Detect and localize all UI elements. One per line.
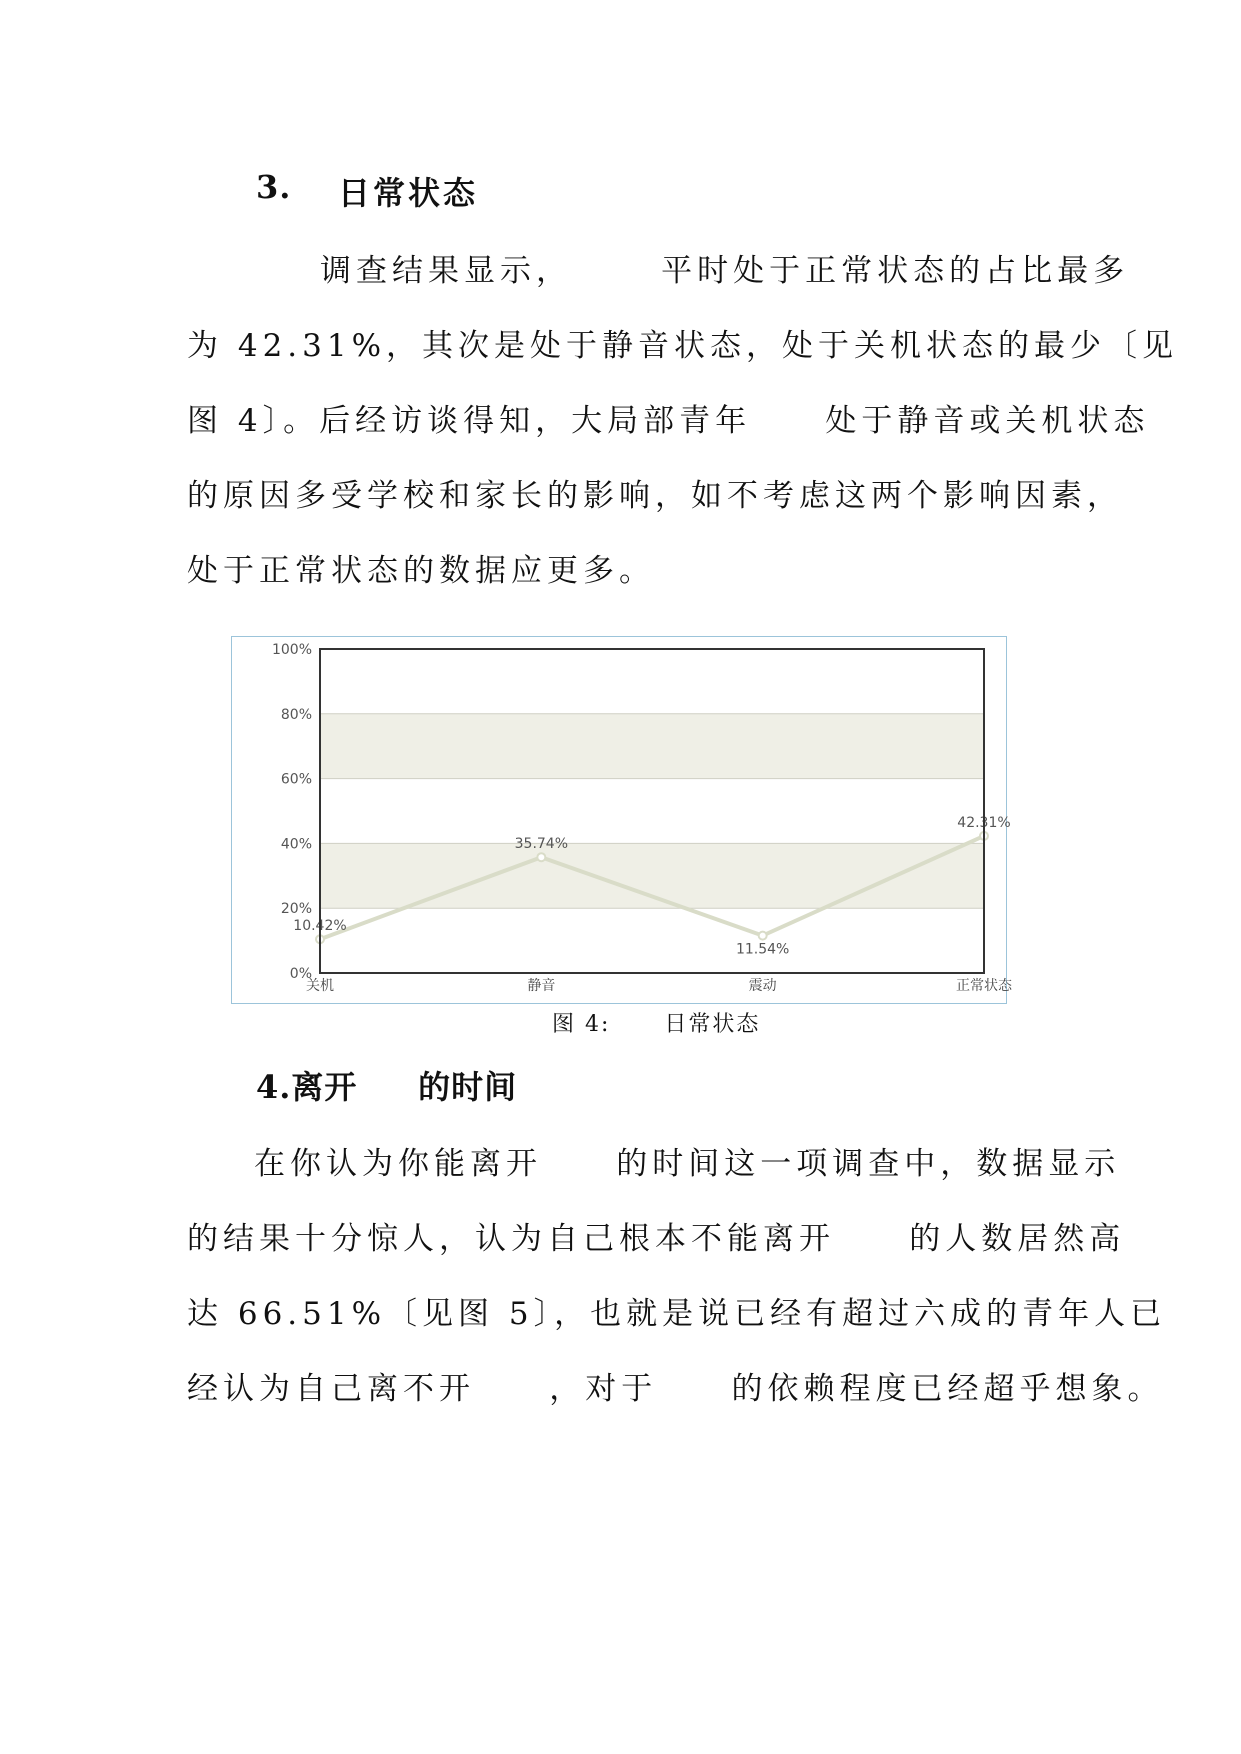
section-4-line-4: 经认为自己离不开 ，对于 的依赖程度已经超乎想象。 xyxy=(187,1371,1164,1407)
section-4-line-3: 达 66.51%〔见图 5〕，也就是说已经有超过六成的青年人已 xyxy=(187,1296,1167,1332)
section-3-line-4: 的原因多受学校和家长的影响，如不考虑这两个影响因素， xyxy=(187,478,1123,514)
figure-4-caption: 图 4: 日常状态 xyxy=(552,1012,761,1037)
section-3-line-2: 为 42.31%，其次是处于静音状态，处于关机状态的最少〔见 xyxy=(187,328,1179,364)
y-tick-label: 40% xyxy=(280,836,312,853)
section-3-line-5: 处于正常状态的数据应更多。 xyxy=(187,553,655,589)
section-3-line-1: 调查结果显示， 平时处于正常状态的占比最多 xyxy=(320,253,1130,289)
section-4-line-1: 在你认为你能离开 的时间这一项调查中，数据显示 xyxy=(254,1146,1121,1182)
data-point xyxy=(759,932,767,940)
section-3-title: 日常状态 xyxy=(338,174,479,212)
x-tick-label: 震动 xyxy=(748,978,777,994)
section-4-heading: 4.离开 的时间 xyxy=(256,1068,518,1106)
section-3-line-3: 图 4〕。后经访谈得知，大局部青年 处于静音或关机状态 xyxy=(187,403,1150,439)
data-label: 11.54% xyxy=(735,941,790,958)
x-tick-label: 静音 xyxy=(527,978,556,994)
x-tick-label: 关机 xyxy=(306,978,334,994)
line-chart xyxy=(232,637,1012,1003)
y-tick-label: 60% xyxy=(280,771,312,788)
y-tick-label: 100% xyxy=(271,642,312,658)
plot-border xyxy=(320,649,984,973)
grid-band xyxy=(320,714,984,779)
y-tick-label: 80% xyxy=(280,706,312,723)
data-label: 42.31% xyxy=(957,814,1011,831)
section-4-line-2: 的结果十分惊人，认为自己根本不能离开 的人数居然高 xyxy=(187,1221,1126,1257)
data-point xyxy=(537,853,545,861)
x-tick-label: 正常状态 xyxy=(956,978,1012,994)
figure-4-chart xyxy=(231,636,1012,1004)
data-label: 10.42% xyxy=(293,918,347,935)
data-label: 35.74% xyxy=(514,836,569,853)
y-tick-label: 0% xyxy=(289,966,312,982)
y-tick-label: 20% xyxy=(280,901,312,918)
section-3-number: 3. xyxy=(256,168,292,206)
